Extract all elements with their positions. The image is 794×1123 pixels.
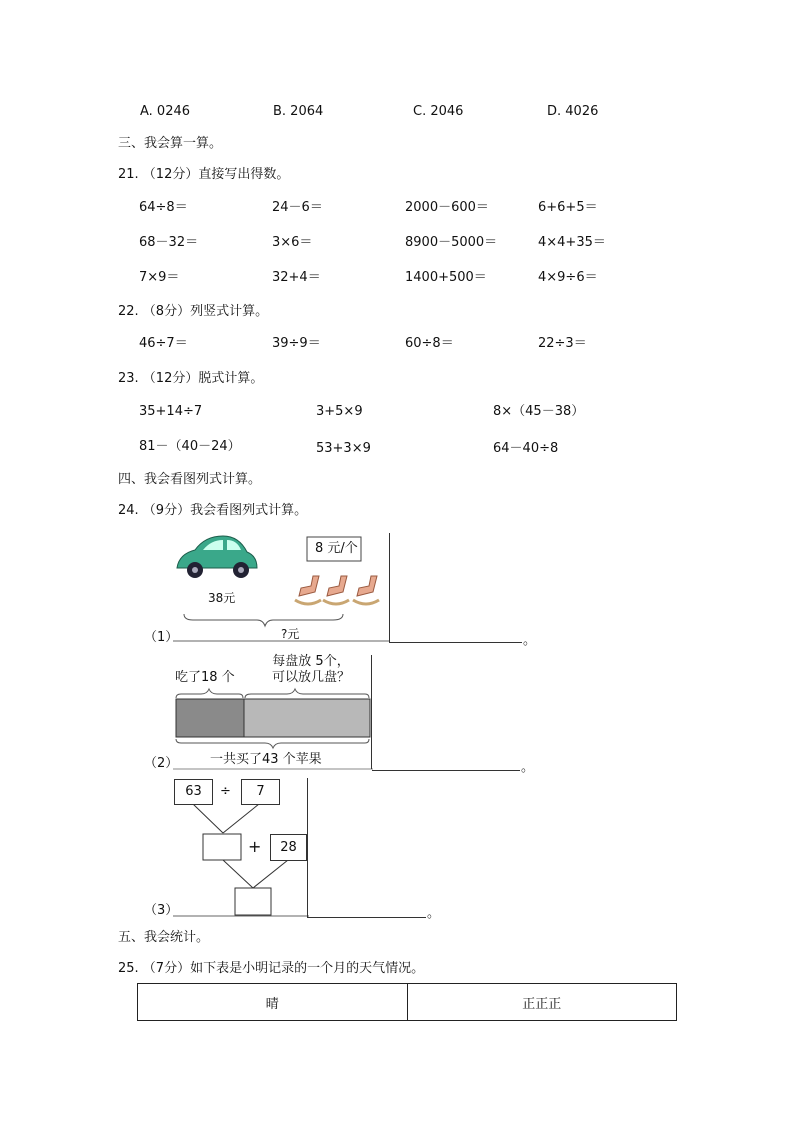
q23-item: 53+3×9 bbox=[316, 441, 371, 456]
car-price: 38元 bbox=[208, 591, 236, 605]
answer-line-2[interactable] bbox=[372, 770, 520, 771]
blank-box bbox=[203, 834, 241, 860]
q22-item: 22÷3＝ bbox=[538, 336, 587, 351]
car-icon bbox=[177, 536, 257, 578]
q23-item: 3+5×9 bbox=[316, 404, 363, 419]
rocking-horse-icon bbox=[295, 576, 379, 604]
blank-box bbox=[235, 888, 271, 915]
number-box-28: 28 bbox=[270, 834, 307, 861]
p2-label: （2） bbox=[144, 756, 179, 771]
q24-title: 24. （9分）我会看图列式计算。 bbox=[118, 503, 308, 518]
q21-item: 6+6+5＝ bbox=[538, 200, 598, 215]
q21-item: 7×9＝ bbox=[139, 270, 180, 285]
q21-title: 21. （12分）直接写出得数。 bbox=[118, 167, 290, 182]
q22-item: 46÷7＝ bbox=[139, 336, 188, 351]
number-box-63: 63 bbox=[174, 779, 213, 805]
period: 。 bbox=[427, 906, 441, 921]
option-b: B. 2064 bbox=[273, 104, 324, 119]
divider bbox=[389, 533, 390, 643]
answer-line-3[interactable] bbox=[308, 917, 426, 918]
q23-item: 81－（40－24） bbox=[139, 439, 241, 454]
price-tag: 8 元/个 bbox=[315, 541, 358, 556]
option-c: C. 2046 bbox=[413, 104, 464, 119]
tally-cell: 正正正 bbox=[407, 984, 677, 1021]
q21-item: 4×4+35＝ bbox=[538, 235, 606, 250]
eaten-label: 吃了18 个 bbox=[175, 670, 235, 685]
option-d: D. 4026 bbox=[547, 104, 599, 119]
q21-item: 1400+500＝ bbox=[405, 270, 487, 285]
period: 。 bbox=[521, 760, 535, 775]
q21-item: 2000－600＝ bbox=[405, 200, 489, 215]
q25-title: 25. （7分）如下表是小明记录的一个月的天气情况。 bbox=[118, 961, 425, 976]
table-row bbox=[138, 984, 677, 1021]
q21-item: 32+4＝ bbox=[272, 270, 321, 285]
section-5-heading: 五、我会统计。 bbox=[118, 930, 210, 945]
section-4-heading: 四、我会看图列式计算。 bbox=[118, 472, 262, 487]
q21-item: 8900－5000＝ bbox=[405, 235, 498, 250]
q21-item: 4×9÷6＝ bbox=[538, 270, 598, 285]
divide-sign: ÷ bbox=[220, 784, 231, 799]
remaining-segment bbox=[244, 699, 370, 737]
question-label bbox=[272, 654, 350, 686]
answer-line-1[interactable] bbox=[390, 642, 522, 643]
option-a: A. 0246 bbox=[140, 104, 191, 119]
weather-type-cell: 晴 bbox=[138, 984, 408, 1021]
total-unknown: ?元 bbox=[281, 627, 300, 641]
section-3-heading: 三、我会算一算。 bbox=[118, 136, 223, 151]
p1-label: （1） bbox=[144, 630, 179, 645]
q23-item: 64－40÷8 bbox=[493, 441, 559, 456]
q21-item: 3×6＝ bbox=[272, 235, 313, 250]
plus-sign: + bbox=[248, 837, 262, 856]
divider bbox=[371, 655, 372, 769]
q23-item: 35+14÷7 bbox=[139, 404, 203, 419]
q23-title: 23. （12分）脱式计算。 bbox=[118, 371, 264, 386]
q23-item: 8×（45－38） bbox=[493, 404, 585, 419]
question-line-2: 可以放几盘？ bbox=[272, 670, 351, 685]
weather-table bbox=[137, 983, 677, 1021]
q21-item: 68－32＝ bbox=[139, 235, 199, 250]
q21-item: 24－6＝ bbox=[272, 200, 323, 215]
q22-item: 39÷9＝ bbox=[272, 336, 321, 351]
q22-title: 22. （8分）列竖式计算。 bbox=[118, 304, 269, 319]
total-apples: 一共买了43 个苹果 bbox=[210, 752, 322, 767]
q22-item: 60÷8＝ bbox=[405, 336, 454, 351]
eaten-segment bbox=[176, 699, 244, 737]
p3-label: （3） bbox=[144, 903, 179, 918]
number-box-7: 7 bbox=[241, 779, 280, 805]
divider bbox=[307, 778, 308, 918]
question-line-1: 每盘放 5个， bbox=[272, 654, 350, 669]
q21-item: 64÷8＝ bbox=[139, 200, 188, 215]
period: 。 bbox=[523, 633, 537, 648]
